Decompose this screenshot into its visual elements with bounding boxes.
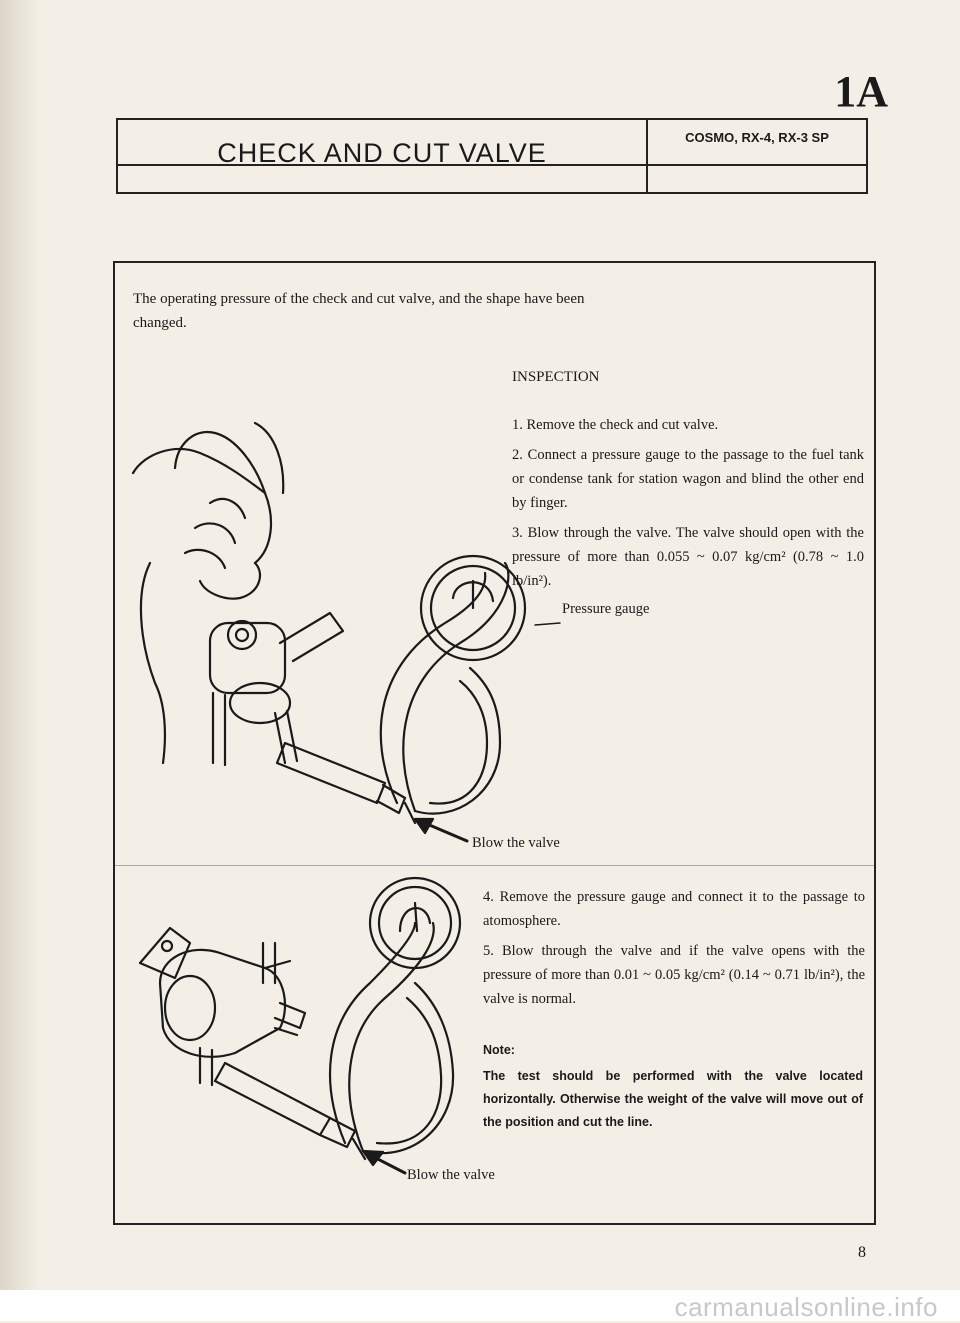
intro-paragraph: The operating pressure of the check and cut valve, and the shape have been changed. — [133, 291, 585, 331]
page-number: 8 — [858, 1244, 866, 1261]
page-title: CHECK AND CUT VALVE — [217, 138, 547, 168]
check-cut-valve — [160, 950, 285, 1057]
valve-inspection-illustration-2 — [115, 263, 875, 1223]
inspection-step: 2. Connect a pressure gauge to the passage to the fuel tank or condense tank for station wagon and blind the other end by finger. — [512, 447, 864, 511]
section-number: 1A — [834, 67, 888, 116]
blow-valve-label: Blow the valve — [407, 1167, 495, 1183]
page-binding-edge — [0, 0, 40, 1321]
inspection-step: 5. Blow through the valve and if the valve opens with the pressure of more than 0.01 ~ 0.05 kg/cm² (0.14 ~ 0.71 lb/in²), the valve is normal. — [483, 943, 865, 1007]
pressure-gauge-label: Pressure gauge — [562, 601, 650, 617]
inspection-step: 3. Blow through the valve. The valve should open with the pressure of more than 0.055 ~ 0.07 kg/cm² (0.78 ~ 1.0 lb/in²). — [512, 525, 864, 589]
inspection-heading: INSPECTION — [512, 369, 600, 385]
blow-valve-label: Blow the valve — [472, 835, 560, 851]
watermark: carmanualsonline.info — [674, 1292, 938, 1322]
note-heading: Note: — [483, 1043, 515, 1057]
content-panel — [113, 261, 876, 1225]
inspection-step: 4. Remove the pressure gauge and connect it to the passage to atomosphere. — [483, 889, 865, 929]
inspection-step: 1. Remove the check and cut valve. — [512, 417, 719, 433]
applicable-models: COSMO, RX-4, RX-3 SP — [685, 130, 829, 145]
note-text: The test should be performed with the valve located horizontally. Otherwise the weight of the valve will move out of the position and cut the line. — [483, 1069, 863, 1129]
title-block — [116, 118, 868, 194]
